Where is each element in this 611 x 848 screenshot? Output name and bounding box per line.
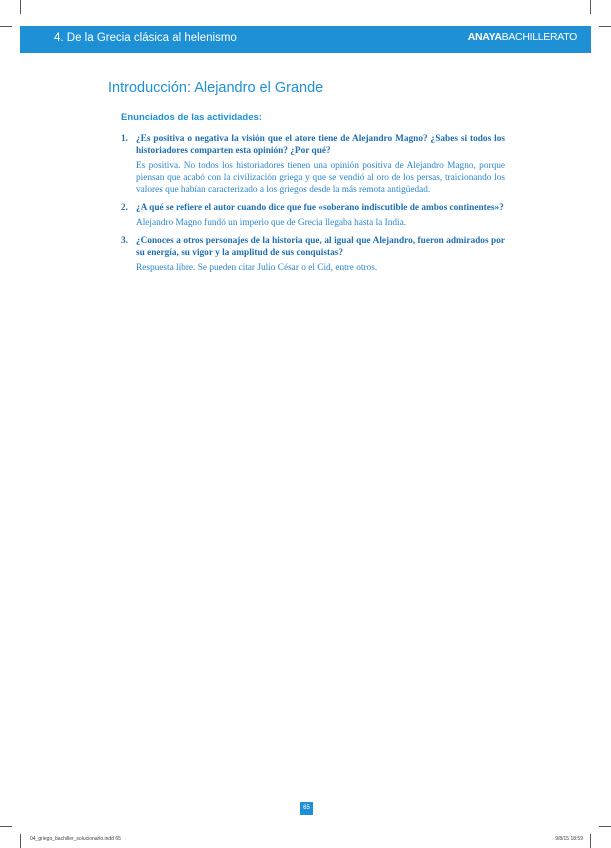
section-title: Introducción: Alejandro el Grande (108, 80, 324, 96)
page-number: 65 (300, 802, 313, 815)
crop-mark (590, 0, 591, 14)
chapter-title: 4. De la Grecia clásica al helenismo (54, 32, 237, 44)
crop-mark (599, 826, 611, 827)
activity-number: 3. (121, 236, 128, 246)
activity-question: ¿Es positiva o negativa la visión que el atore tiene de Alejandro Magno? ¿Sabes si todos los historiadores comparten esta opinión? ¿Por qué? (136, 134, 505, 156)
activity-answer: Alejandro Magno fundó un imperio que de Grecia llegaba hasta la India. (136, 218, 407, 228)
crop-mark (590, 834, 591, 848)
activity-answer: Respuesta libre. Se pueden citar Julio César o el Cid, entre otros. (136, 263, 378, 273)
crop-mark (20, 0, 21, 14)
activity-item (121, 235, 505, 274)
activities-list (121, 133, 505, 280)
crop-mark (599, 26, 611, 27)
activity-item (121, 202, 505, 229)
crop-mark (0, 826, 12, 827)
chapter-header-bar (20, 26, 591, 53)
activity-item (121, 133, 505, 196)
activity-number: 2. (121, 203, 128, 213)
brand-logo (468, 31, 577, 43)
print-timestamp: 9/8/15 18:59 (555, 836, 583, 842)
activity-number: 1. (121, 134, 128, 144)
brand-logo-bold: ANAYA (467, 31, 502, 43)
crop-mark (20, 834, 21, 848)
brand-logo-light: BACHILLERATO (501, 31, 577, 43)
crop-mark (0, 26, 12, 27)
activities-subtitle: Enunciados de las actividades: (121, 112, 262, 123)
activity-answer: Es positiva. No todos los historiadores tienen una opinión positiva de Alejandro Magno, porque piensan que acabó con la civilización griega y que se vendió al oro de los persas, traicionando los valores que habían caracterizado a los griegos desde la más remota antigüedad. (136, 161, 505, 195)
file-name: 04_griego_bachiller_solucionario.indd 65 (30, 836, 121, 842)
activity-question: ¿A qué se refiere el autor cuando dice que fue «soberano indiscutible de ambos continentes»? (136, 203, 504, 213)
activity-question: ¿Conoces a otros personajes de la historia que, al igual que Alejandro, fueron admirados por su energía, su vigor y la amplitud de sus conquistas? (136, 236, 505, 258)
